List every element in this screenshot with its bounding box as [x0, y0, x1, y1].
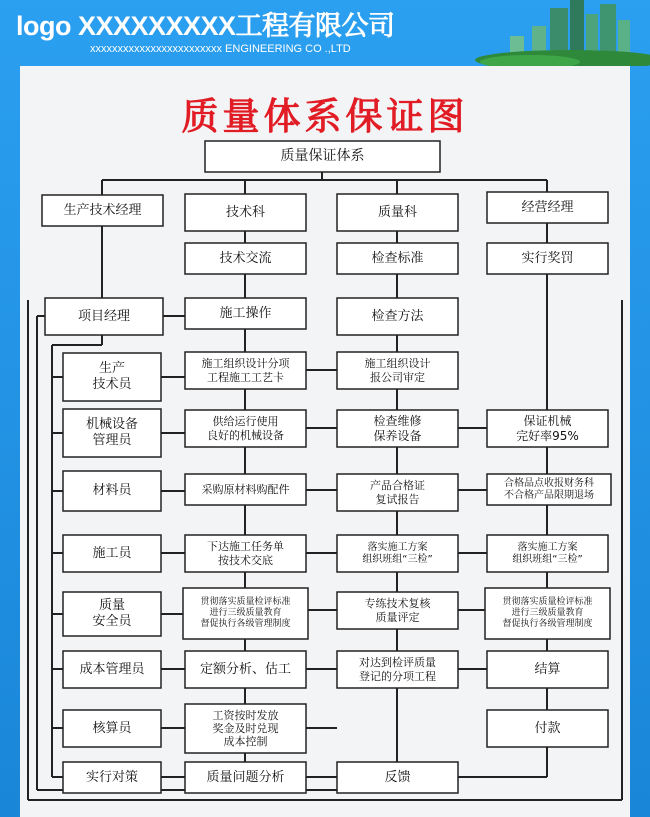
node-col2-6-label: 下达施工任务单 按技术交底 [207, 540, 284, 567]
node-col2-2-label: 施工操作 [219, 305, 272, 321]
node-col3-3-label: 施工组织设计 报公司审定 [364, 357, 431, 384]
node-col2-4-label: 供给运行使用 良好的机械设备 [207, 415, 284, 442]
node-col1-6-label: 质量 安全员 [92, 598, 132, 629]
node-col4-4-label: 落实施工方案 组织班组“三检” [512, 541, 583, 565]
company-name: logo XXXXXXXXX工程有限公司 [16, 11, 395, 41]
node-col2-7-label: 贯彻落实质量检评标准 进行三级质量教育 督促执行各级管理制度 [200, 597, 291, 629]
company-english-name: xxxxxxxxxxxxxxxxxxxxxxxx ENGINEERING CO .,LTD [90, 43, 351, 55]
node-col3-7-label: 专练技术复核 质量评定 [364, 597, 431, 624]
node-col1-0-label: 生产技术经理 [63, 202, 142, 218]
node-col3-5-label: 产品合格证 复试报告 [370, 479, 425, 506]
node-col1-5-label: 施工员 [92, 545, 132, 561]
node-col3-4-label: 检查维修 保养设备 [373, 414, 422, 443]
node-col4-1-label: 实行奖罚 [521, 250, 574, 266]
node-col1-9-label: 实行对策 [85, 769, 138, 785]
node-col2-3-label: 施工组织设计分项 工程施工工艺卡 [201, 357, 290, 384]
node-col3-1-label: 检查标准 [371, 250, 424, 266]
node-col4-7-label: 付款 [534, 720, 561, 736]
node-col2-8-label: 定额分析、估工 [199, 661, 291, 677]
node-col3-6-label: 落实施工方案 组织班组“三检” [362, 541, 433, 565]
node-col2-1-label: 技术交流 [219, 250, 272, 266]
node-col3-8-label: 对达到检评质量 登记的分项工程 [359, 656, 436, 683]
node-col4-3-label: 合格品点收报财务科 不合格产品限期退场 [504, 477, 594, 501]
node-col2-10-label: 质量问题分析 [206, 769, 285, 785]
node-col3-9-label: 反馈 [384, 769, 411, 785]
node-col2-9-label: 工资按时发放 奖金及时兑现 成本控制 [212, 708, 279, 749]
node-col3-0-label: 质量科 [377, 204, 417, 220]
node-col4-0-label: 经营经理 [521, 199, 574, 215]
node-col1-1-label: 项目经理 [77, 308, 130, 324]
diagram-title: 质量体系保证图 [181, 95, 469, 138]
node-col3-2-label: 检查方法 [371, 308, 424, 324]
node-col1-7-label: 成本管理员 [79, 661, 145, 677]
node-col4-6-label: 结算 [534, 661, 561, 677]
node-col2-0-label: 技术科 [225, 204, 265, 220]
node-col1-4-label: 材料员 [92, 483, 132, 499]
node-col1-2-label: 生产 技术员 [92, 361, 132, 392]
node-col1-3-label: 机械设备 管理员 [85, 417, 138, 448]
node-col1-8-label: 核算员 [92, 720, 132, 736]
node-col4-2-label: 保证机械 完好率95% [516, 414, 579, 443]
node-col2-5-label: 采购原材料购配件 [201, 482, 290, 496]
node-col4-5-label: 贯彻落实质量检评标准 进行三级质量教育 督促执行各级管理制度 [502, 597, 593, 629]
node-root-label: 质量保证体系 [280, 148, 365, 165]
